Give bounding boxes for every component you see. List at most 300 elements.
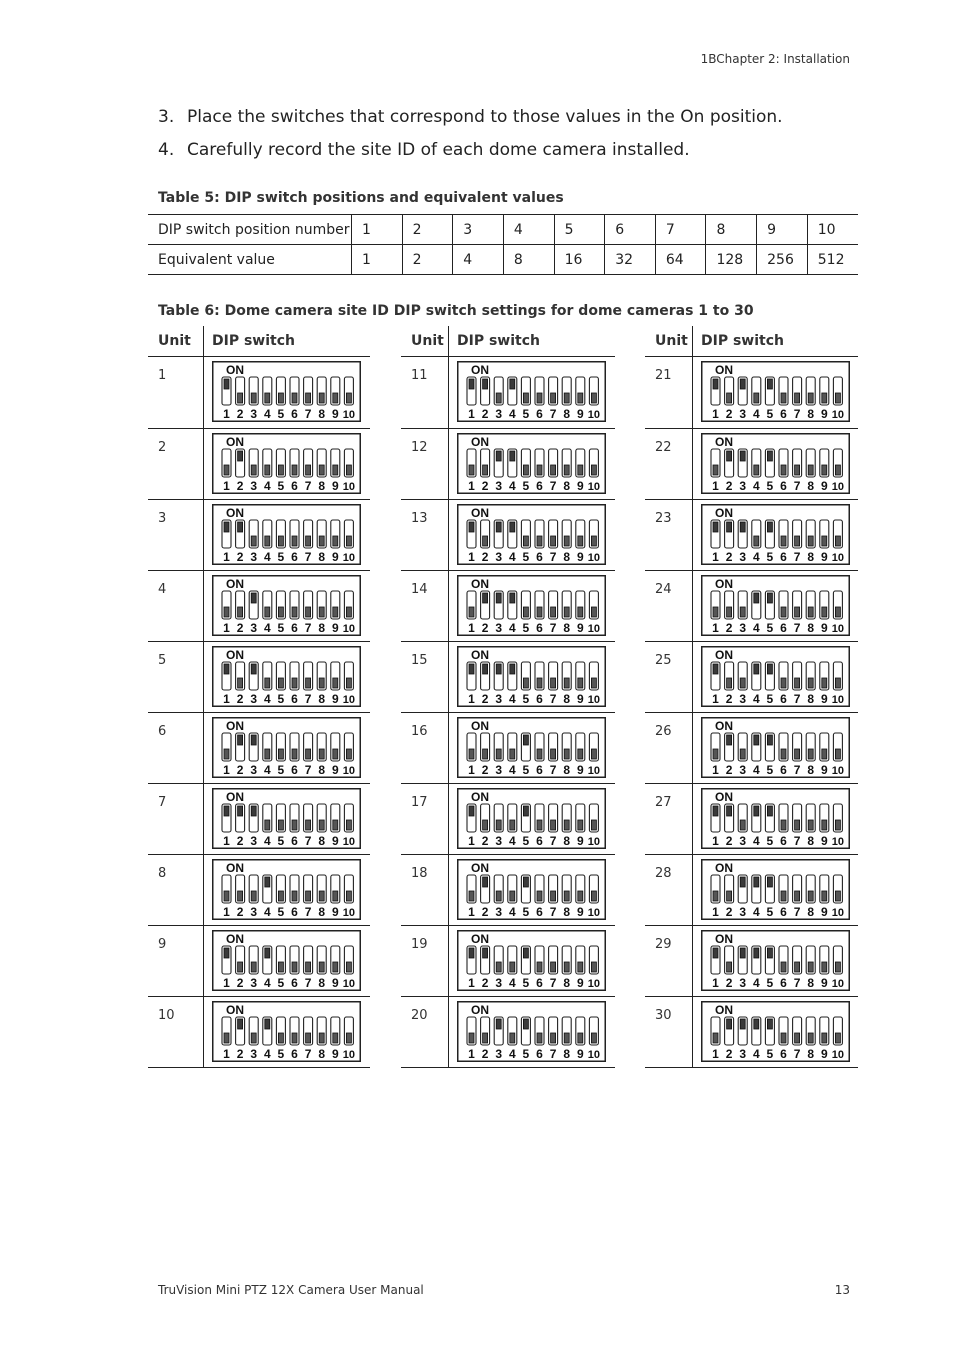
switch-number: 8 [807,1047,815,1061]
switch-number: 4 [752,550,760,564]
on-label: ON [471,363,489,377]
table-row [645,641,858,712]
table-header [645,326,858,357]
switch-number: 3 [495,905,503,919]
table-row [645,428,858,499]
switch-knob-off [795,891,800,901]
switch-number: 5 [766,1047,774,1061]
on-label: ON [715,506,733,520]
switch-number: 10 [342,1049,356,1061]
switch-number: 10 [831,1049,845,1061]
switch-knob-off [754,536,759,546]
switch-number: 9 [820,1047,828,1061]
switch-knob-on [754,877,759,887]
switch-number: 1 [712,621,719,635]
switch-knob-off [496,820,501,830]
switch-number: 4 [752,621,760,635]
dip-switch-cell [204,996,370,1067]
switch-number: 3 [739,976,747,990]
switch-number: 5 [766,976,774,990]
unit-number: 14 [401,570,449,641]
on-label: ON [226,1003,244,1017]
switch-knob-off [808,820,813,830]
dip-switch-cell [204,712,370,783]
table-header [401,326,615,357]
switch-number: 7 [304,834,312,848]
switch-number: 8 [318,621,326,635]
switch-number: 1 [223,692,230,706]
switch-number: 1 [712,834,719,848]
table-cell: 2 [402,245,453,275]
switch-number: 4 [508,834,516,848]
switch-number: 3 [739,550,747,564]
switch-knob-off [551,393,556,403]
switch-knob-on [238,806,243,816]
unit-number: 29 [645,925,693,996]
switch-number: 10 [587,552,601,564]
switch-number: 2 [481,976,489,990]
dip-switch-cell [693,641,858,712]
on-label: ON [226,719,244,733]
switch-knob-on [496,593,501,603]
switch-knob-off [835,465,840,475]
switch-knob-off [781,749,786,759]
table-row [401,783,615,854]
switch-number: 5 [522,905,530,919]
switch-number: 7 [793,1047,801,1061]
switch-knob-on [767,593,772,603]
switch-knob-off [564,393,569,403]
switch-knob-off [333,465,338,475]
switch-number: 9 [576,550,584,564]
switch-knob-on [754,948,759,958]
switch-number: 7 [793,621,801,635]
switch-number: 1 [468,692,475,706]
switch-number: 4 [508,550,516,564]
switch-number: 3 [250,834,258,848]
dip-switch-diagram [212,930,361,991]
switch-knob-off [727,393,732,403]
table-row [148,712,370,783]
unit-number: 5 [148,641,204,712]
dip-switch-cell [449,428,615,499]
switch-number: 1 [468,621,475,635]
switch-knob-off [564,1033,569,1043]
switch-knob-off [727,891,732,901]
table-row [401,641,615,712]
switch-number: 5 [277,763,285,777]
switch-knob-off [224,465,229,475]
switch-knob-off [496,962,501,972]
switch-number: 4 [508,407,516,421]
on-label: ON [471,719,489,733]
switch-knob-off [333,607,338,617]
switch-knob-off [713,465,718,475]
table-cell: 32 [605,245,656,275]
step-text: Place the switches that correspond to those values in the On position. [187,107,783,127]
switch-knob-off [795,1033,800,1043]
switch-number: 7 [793,976,801,990]
switch-number: 3 [250,692,258,706]
switch-number: 7 [549,621,557,635]
switch-number: 7 [304,1047,312,1061]
switch-number: 7 [793,763,801,777]
switch-number: 3 [495,976,503,990]
dip-switch-diagram [701,930,850,991]
switch-number: 5 [766,763,774,777]
switch-number: 8 [318,550,326,564]
switch-knob-off [781,1033,786,1043]
unit-number: 9 [148,925,204,996]
switch-knob-off [469,891,474,901]
dip-switch-diagram [457,859,606,920]
switch-knob-off [835,891,840,901]
switch-knob-off [306,393,311,403]
switch-knob-off [537,393,542,403]
switch-knob-off [713,607,718,617]
switch-number: 4 [263,550,271,564]
switch-knob-off [808,678,813,688]
switch-knob-off [808,536,813,546]
switch-knob-off [713,891,718,901]
switch-knob-off [578,962,583,972]
switch-knob-off [808,465,813,475]
switch-number: 7 [793,407,801,421]
table-cell: 4 [453,245,504,275]
switch-knob-on [767,664,772,674]
switch-number: 10 [831,907,845,919]
switch-number: 5 [277,976,285,990]
chapter-header: 1BChapter 2: Installation [700,52,850,66]
switch-number: 5 [277,550,285,564]
switch-knob-off [483,820,488,830]
dip-switch-diagram [457,504,606,565]
col-header-dip: DIP switch [212,333,295,349]
on-label: ON [226,861,244,875]
dip-switch-diagram [701,717,850,778]
unit-number: 7 [148,783,204,854]
switch-number: 1 [223,407,230,421]
switch-number: 6 [780,621,787,635]
switch-number: 2 [236,479,244,493]
dip-switch-cell [449,925,615,996]
switch-number: 4 [508,692,516,706]
switch-number: 4 [752,479,760,493]
switch-knob-off [265,749,270,759]
switch-knob-on [754,1019,759,1029]
switch-number: 6 [536,479,543,493]
switch-knob-off [537,1033,542,1043]
switch-number: 5 [766,692,774,706]
switch-number: 2 [236,1047,244,1061]
switch-number: 3 [250,1047,258,1061]
switch-number: 9 [331,976,339,990]
on-label: ON [715,435,733,449]
switch-number: 6 [536,976,543,990]
switch-knob-off [537,891,542,901]
unit-number: 6 [148,712,204,783]
switch-number: 4 [752,763,760,777]
switch-number: 1 [712,905,719,919]
switch-number: 10 [831,552,845,564]
switch-knob-off [591,536,596,546]
switch-knob-off [346,962,351,972]
switch-number: 4 [752,834,760,848]
on-label: ON [715,577,733,591]
switch-knob-on [469,379,474,389]
switch-number: 5 [766,479,774,493]
switch-knob-off [564,678,569,688]
switch-knob-off [346,465,351,475]
switch-number: 9 [331,905,339,919]
switch-number: 6 [291,550,298,564]
switch-number: 6 [536,905,543,919]
switch-number: 6 [780,479,787,493]
switch-number: 1 [468,976,475,990]
switch-knob-off [251,1033,256,1043]
table-cell: 7 [655,215,706,245]
switch-knob-off [251,393,256,403]
switch-knob-off [238,962,243,972]
switch-number: 3 [495,1047,503,1061]
dip-switch-cell [693,570,858,641]
switch-number: 1 [223,976,230,990]
switch-knob-off [578,536,583,546]
switch-number: 4 [508,976,516,990]
switch-knob-off [469,749,474,759]
table-row [401,712,615,783]
table-cell: 5 [554,215,605,245]
switch-knob-off [278,820,283,830]
switch-knob-off [835,607,840,617]
switch-number: 4 [508,1047,516,1061]
dip-switch-cell [449,996,615,1067]
switch-knob-on [510,593,515,603]
switch-number: 5 [766,621,774,635]
unit-number: 4 [148,570,204,641]
switch-number: 2 [725,692,733,706]
table-row [148,245,858,275]
switch-knob-off [483,1033,488,1043]
switch-knob-off [523,536,528,546]
switch-number: 2 [725,550,733,564]
switch-knob-off [564,891,569,901]
switch-knob-off [591,962,596,972]
switch-knob-off [551,962,556,972]
switch-knob-off [727,962,732,972]
on-label: ON [471,577,489,591]
switch-knob-on [483,379,488,389]
switch-number: 8 [318,763,326,777]
switch-number: 5 [277,479,285,493]
switch-knob-off [346,536,351,546]
table-cell: 9 [757,215,808,245]
unit-number: 17 [401,783,449,854]
switch-knob-off [564,820,569,830]
switch-knob-off [754,393,759,403]
dip-switch-diagram [212,859,361,920]
switch-knob-on [469,948,474,958]
switch-knob-on [767,877,772,887]
switch-knob-on [496,522,501,532]
dip-switch-diagram [457,1001,606,1062]
switch-number: 4 [508,763,516,777]
unit-number: 1 [148,357,204,428]
table-cell: 8 [503,245,554,275]
on-label: ON [471,435,489,449]
switch-knob-off [781,465,786,475]
switch-number: 8 [318,692,326,706]
switch-knob-off [578,1033,583,1043]
dip-switch-cell [693,854,858,925]
step-item [158,104,858,137]
switch-number: 6 [536,763,543,777]
dip-switch-diagram [457,717,606,778]
switch-number: 8 [563,1047,571,1061]
switch-number: 1 [468,479,475,493]
switch-knob-on [727,735,732,745]
table-row [645,783,858,854]
switch-number: 6 [291,905,298,919]
switch-number: 6 [536,407,543,421]
switch-number: 2 [725,834,733,848]
switch-knob-on [510,379,515,389]
switch-number: 6 [780,834,787,848]
switch-knob-off [292,536,297,546]
table-cell: 128 [706,245,757,275]
dip-switch-diagram [701,788,850,849]
switch-number: 3 [739,763,747,777]
switch-knob-on [496,664,501,674]
switch-number: 2 [236,692,244,706]
switch-number: 10 [587,836,601,848]
switch-number: 9 [331,621,339,635]
dip-switch-diagram [212,646,361,707]
switch-knob-off [333,820,338,830]
on-label: ON [471,932,489,946]
switch-knob-off [740,820,745,830]
switch-number: 10 [342,836,356,848]
switch-number: 3 [739,1047,747,1061]
switch-knob-on [523,877,528,887]
switch-number: 4 [508,905,516,919]
table-cell: 1 [352,245,403,275]
dip-switch-diagram [212,717,361,778]
switch-knob-off [265,465,270,475]
switch-knob-off [523,465,528,475]
on-label: ON [715,1003,733,1017]
switch-number: 3 [739,692,747,706]
switch-number: 7 [304,407,312,421]
switch-knob-off [251,891,256,901]
switch-knob-off [333,749,338,759]
switch-knob-off [523,607,528,617]
switch-knob-off [713,749,718,759]
switch-number: 1 [712,407,719,421]
switch-number: 1 [468,905,475,919]
switch-knob-off [795,749,800,759]
switch-knob-off [346,891,351,901]
switch-knob-off [319,1033,324,1043]
table-row [401,428,615,499]
switch-knob-off [564,962,569,972]
switch-knob-on [754,806,759,816]
dip-switch-cell [449,570,615,641]
switch-number: 6 [780,550,787,564]
unit-number: 8 [148,854,204,925]
dip-switch-cell [693,428,858,499]
unit-number: 25 [645,641,693,712]
col-header-dip: DIP switch [457,333,540,349]
switch-knob-on [251,664,256,674]
switch-number: 2 [725,763,733,777]
step-item [158,137,858,170]
table-row [401,499,615,570]
switch-knob-off [292,962,297,972]
switch-knob-on [767,379,772,389]
switch-knob-off [835,536,840,546]
table-row [645,357,858,428]
switch-number: 2 [481,1047,489,1061]
switch-number: 1 [468,407,475,421]
switch-knob-off [496,891,501,901]
switch-number: 8 [318,976,326,990]
switch-knob-on [265,877,270,887]
switch-number: 9 [331,407,339,421]
switch-number: 9 [820,550,828,564]
switch-knob-off [523,678,528,688]
switch-knob-off [278,962,283,972]
dip-switch-cell [204,641,370,712]
switch-number: 4 [263,976,271,990]
switch-knob-off [578,820,583,830]
switch-knob-on [224,948,229,958]
switch-number: 5 [522,1047,530,1061]
switch-number: 10 [342,409,356,421]
switch-number: 7 [304,905,312,919]
switch-knob-off [578,607,583,617]
switch-number: 6 [536,692,543,706]
switch-knob-on [740,451,745,461]
dip-switch-cell [449,357,615,428]
table-row [645,996,858,1068]
switch-number: 3 [739,834,747,848]
switch-knob-off [591,749,596,759]
unit-table-21-30 [645,326,858,1068]
switch-number: 8 [563,692,571,706]
switch-knob-off [835,1033,840,1043]
switch-knob-off [278,891,283,901]
switch-knob-off [795,607,800,617]
switch-knob-off [278,749,283,759]
switch-knob-off [333,1033,338,1043]
switch-number: 10 [342,623,356,635]
switch-number: 8 [807,692,815,706]
switch-number: 9 [576,976,584,990]
switch-knob-off [238,678,243,688]
switch-number: 2 [481,763,489,777]
dip-switch-cell [204,499,370,570]
switch-knob-on [251,593,256,603]
switch-number: 10 [587,1049,601,1061]
switch-knob-on [767,1019,772,1029]
switch-number: 4 [752,1047,760,1061]
switch-number: 9 [576,479,584,493]
table-row [401,925,615,996]
table-row [148,570,370,641]
switch-number: 5 [277,621,285,635]
dip-switch-diagram [212,361,361,422]
